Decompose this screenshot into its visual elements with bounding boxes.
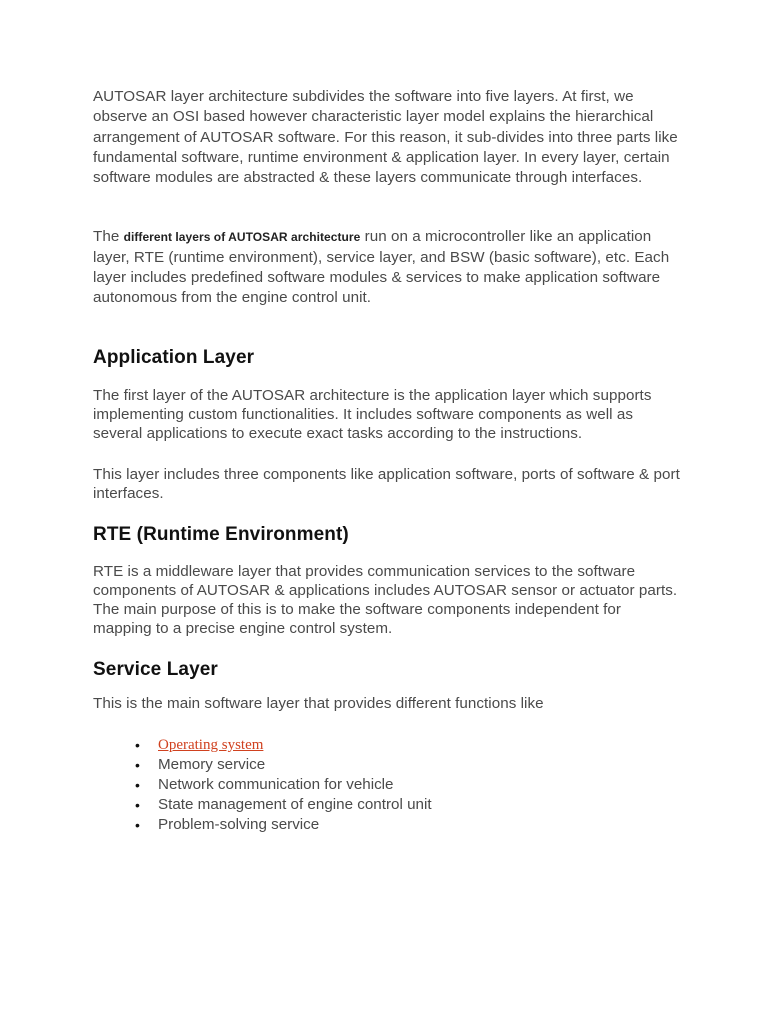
rte-paragraph: RTE is a middleware layer that provides communication services to the software components of AUTOSAR & applications includes AUTOSAR sensor or actuator parts. The main purpose of this is to make the software components independent for mapping to a precise engine control system. xyxy=(93,562,678,638)
bullet-icon: • xyxy=(135,796,140,813)
intro-paragraph-2-bold: different layers of AUTOSAR architecture xyxy=(123,230,361,245)
application-layer-paragraph-2: This layer includes three components like application software, ports of software & port interfaces. xyxy=(93,466,680,503)
intro-paragraph-2-suffix: run on a microcontroller like an application layer, RTE (runtime environment), service layer, and BSW (basic software), etc. Each layer includes predefined software modules & services to make application software autonomous from the engine control unit. xyxy=(93,228,670,307)
list-item xyxy=(133,815,683,835)
bullet-icon: • xyxy=(135,756,140,773)
list-item-label: Memory service xyxy=(158,755,266,773)
service-layer-heading: Service Layer xyxy=(93,658,218,680)
list-item-label: Problem-solving service xyxy=(158,815,320,833)
list-item-label: Network communication for vehicle xyxy=(158,775,394,793)
bullet-icon: • xyxy=(135,736,140,753)
bullet-icon: • xyxy=(135,776,140,793)
service-layer-paragraph: This is the main software layer that provides different functions like xyxy=(93,694,544,712)
intro-paragraph-2-prefix: The xyxy=(93,228,124,246)
bullet-icon: • xyxy=(135,816,140,833)
intro-paragraph-2 xyxy=(93,227,683,308)
list-item xyxy=(133,735,683,755)
list-item-label: State management of engine control unit xyxy=(158,795,432,813)
rte-heading: RTE (Runtime Environment) xyxy=(93,523,349,545)
service-list xyxy=(93,735,683,835)
intro-paragraph-1: AUTOSAR layer architecture subdivides the software into five layers. At first, we observe an OSI based however characteristic layer model explains the hierarchical arrangement of AUTOSAR software. For this reason, it sub-divides into three parts like fundamental software, runtime environment & application layer. In every layer, certain software modules are abstracted & these layers communicate through interfaces. xyxy=(93,88,678,187)
list-item xyxy=(133,775,683,795)
application-layer-paragraph-1: The first layer of the AUTOSAR architecture is the application layer which supports implementing custom functionalities. It includes software components as well as several applications to execute exact tasks according to the instructions. xyxy=(93,386,652,443)
document-page xyxy=(93,87,683,835)
list-item xyxy=(133,795,683,815)
operating-system-link[interactable]: Operating system xyxy=(158,736,264,753)
list-item xyxy=(133,755,683,775)
application-layer-heading: Application Layer xyxy=(93,346,255,368)
